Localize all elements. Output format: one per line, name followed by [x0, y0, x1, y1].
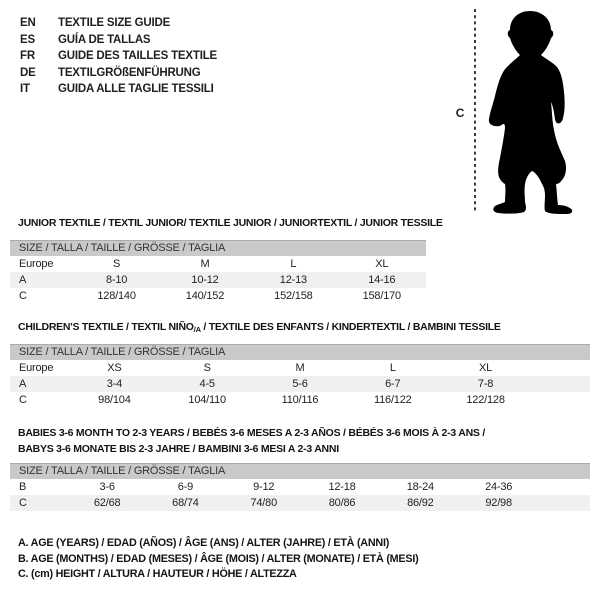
footnote-b: B. AGE (MONTHS) / EDAD (MESES) / ÂGE (MOIS) / ALTER (MONATE) / ETÀ (MESI): [18, 552, 419, 565]
size-band-label: SIZE / TALLA / TAILLE / GRÖSSE / TAGLIA: [10, 345, 590, 360]
table-filler-cell: [538, 479, 590, 495]
table-cell: L: [389, 361, 396, 374]
language-title: GUIDE DES TAILLES TEXTILE: [58, 50, 217, 63]
children-size-table: [10, 344, 590, 408]
table-cell: 6-9: [177, 480, 194, 493]
table-cell: M: [295, 361, 305, 374]
table-cell: 3-6: [99, 480, 115, 493]
row-label-cell: C: [19, 393, 27, 406]
row-label-cell: A: [10, 272, 72, 288]
table-cell: 80/86: [303, 495, 381, 511]
language-code: FR: [20, 50, 35, 63]
size-band-row: [10, 345, 590, 360]
section-title-children: [18, 321, 501, 334]
footnote-c: C. (cm) HEIGHT / ALTURA / HAUTEUR / HÖHE / ALTEZZA: [18, 568, 297, 581]
table-cell: 110/116: [281, 393, 319, 406]
table-filler-cell: [532, 376, 590, 392]
table-cell: M: [200, 257, 210, 270]
table-cell: 122/128: [466, 393, 505, 406]
table-cell: 98/104: [98, 393, 131, 406]
table-row: [10, 256, 426, 272]
table-cell: 62/68: [68, 495, 146, 511]
language-header: [20, 15, 217, 98]
table-cell: 74/80: [225, 495, 303, 511]
row-label-cell: Europe: [19, 361, 54, 374]
size-figure: [469, 6, 583, 214]
table-cell: 6-7: [346, 376, 439, 392]
table-cell: XL: [375, 257, 389, 270]
table-cell: S: [203, 361, 211, 374]
language-code: DE: [20, 66, 36, 79]
table-row: [10, 495, 590, 511]
language-title: TEXTILGRÖßENFÜHRUNG: [58, 66, 201, 79]
table-filler-cell: [532, 392, 590, 408]
table-cell: 14-16: [338, 272, 426, 288]
row-label-cell: A: [10, 376, 68, 392]
section-title-line2: BABYS 3-6 MONATE BIS 2-3 JAHRE / BAMBINI 3-6 MESI A 2-3 ANNI: [18, 443, 339, 455]
row-label-cell: C: [10, 495, 68, 511]
table-cell: 68/74: [146, 495, 224, 511]
table-row: [10, 288, 426, 304]
table-row: [10, 272, 426, 288]
baby-silhouette-icon: [489, 11, 572, 214]
section-title-junior: JUNIOR TEXTILE / TEXTIL JUNIOR/ TEXTILE JUNIOR / JUNIORTEXTIL / JUNIOR TESSILE: [18, 217, 443, 229]
table-cell: XS: [107, 361, 122, 374]
table-cell: 12-18: [328, 480, 356, 493]
language-title: GUÍA DE TALLAS: [58, 33, 151, 46]
size-band-label: SIZE / TALLA / TAILLE / GRÖSSE / TAGLIA: [10, 241, 426, 256]
table-cell: 152/158: [274, 289, 313, 302]
footnotes: [18, 536, 418, 583]
table-cell: 10-12: [161, 272, 249, 288]
table-cell: 18-24: [406, 480, 434, 493]
language-row: [20, 48, 217, 65]
table-cell: 9-12: [253, 480, 275, 493]
size-band-row: [10, 241, 426, 256]
table-cell: 86/92: [381, 495, 459, 511]
section-title-babies: [18, 425, 485, 457]
table-cell: 140/152: [185, 289, 225, 302]
table-cell: 5-6: [254, 376, 347, 392]
section-title-line1: BABIES 3-6 MONTH TO 2-3 YEARS / BEBÉS 3-6 MESES A 2-3 AÑOS / BÉBÉS 3-6 MOIS À 2-3 ANS /: [18, 427, 486, 439]
table-filler-cell: [538, 495, 590, 511]
table-cell: 104/110: [188, 393, 226, 406]
table-cell: L: [290, 257, 297, 270]
table-cell: 8-10: [72, 272, 160, 288]
table-cell: 116/122: [374, 393, 412, 406]
language-row: [20, 15, 217, 32]
language-title: GUIDA ALLE TAGLIE TESSILI: [58, 83, 214, 96]
table-cell: XL: [479, 361, 493, 374]
table-row: [10, 360, 590, 376]
footnote-a: A. AGE (YEARS) / EDAD (AÑOS) / ÂGE (ANS) / ALTER (JAHRE) / ETÀ (ANNI): [18, 537, 390, 549]
height-measure-label: C: [455, 106, 465, 120]
table-row: [10, 392, 590, 408]
babies-size-table: [10, 463, 590, 511]
row-label-cell: B: [19, 480, 27, 493]
table-row: [10, 376, 590, 392]
size-band-label: SIZE / TALLA / TAILLE / GRÖSSE / TAGLIA: [10, 464, 590, 479]
table-cell: 3-4: [68, 376, 161, 392]
junior-size-table: [10, 240, 426, 304]
table-row: [10, 479, 590, 495]
row-label-cell: C: [19, 289, 27, 302]
row-label-cell: Europe: [19, 257, 54, 270]
language-row: [20, 81, 217, 98]
section-title-text: / TEXTILE DES ENFANTS / KINDERTEXTIL / BAMBINI TESSILE: [200, 321, 501, 333]
language-code: ES: [20, 33, 35, 46]
table-cell: 92/98: [459, 495, 537, 511]
size-band-row: [10, 464, 590, 479]
table-cell: 7-8: [439, 376, 532, 392]
language-title: TEXTILE SIZE GUIDE: [58, 17, 171, 29]
table-cell: 4-5: [161, 376, 254, 392]
table-cell: 128/140: [97, 289, 136, 302]
language-row: [20, 65, 217, 82]
language-code: EN: [20, 17, 36, 29]
table-cell: 12-13: [249, 272, 337, 288]
table-cell: 24-36: [485, 480, 513, 493]
table-filler-cell: [532, 360, 590, 376]
table-cell: S: [113, 257, 121, 270]
language-row: [20, 32, 217, 49]
table-cell: 158/170: [362, 289, 401, 302]
language-code: IT: [20, 83, 30, 96]
section-title-subscript: /A: [193, 325, 201, 334]
section-title-text: CHILDREN'S TEXTILE / TEXTIL NIÑO: [18, 321, 194, 333]
